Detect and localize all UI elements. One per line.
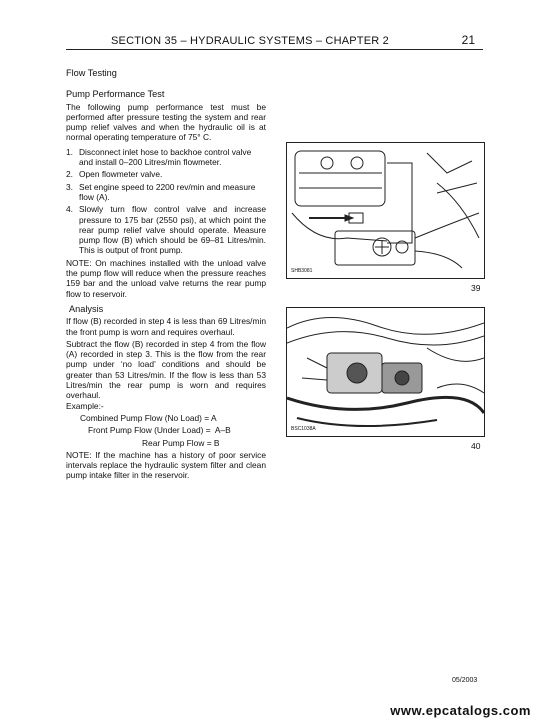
section-title: SECTION 35 – HYDRAULIC SYSTEMS – CHAPTER 2 [111,35,389,47]
steps-list [66,147,266,256]
step-number: 3. [66,181,73,192]
example-line: Combined Pump Flow (No Load) = A [80,412,217,423]
text-column-bottom [66,304,266,481]
list-item [66,182,266,203]
step-text: Disconnect inlet hose to backhoe control valve and install 0–200 Litres/min flowmeter. [79,146,252,168]
footer-website: www.epcatalogs.com [390,703,531,718]
note-service-intervals: NOTE: If the machine has a history of poor service intervals replace the hydraulic system filter and clean pump intake filter in the reservoir. [66,449,266,481]
example-line: Rear Pump Flow = B [142,437,220,448]
figure-number: 40 [471,441,481,451]
figure-code: BSC1038A [291,426,316,432]
list-item [66,204,266,255]
step-number: 4. [66,204,73,215]
list-item [66,147,266,168]
analysis-paragraph-1: If flow (B) recorded in step 4 is less than 69 Litres/min the front pump is worn and requires overhaul. [66,316,266,337]
note-unload-valve: NOTE: On machines installed with the unload valve the pump flow will reduce when the pressure reaches 159 bar and the unload valve returns the rear pump flow to reservoir. [66,257,266,299]
analysis-paragraph-2: Subtract the flow (B) recorded in step 4 from the flow (A) recorded in step 3. This is the flow from the rear pump under ‘no load’ conditions and should be greater than 53 Litres/min. If the flow is less than 53 Litres/min the rear pump is worn and requires overhaul. [66,338,266,401]
step-number: 2. [66,169,73,180]
flow-testing-heading: Flow Testing [66,68,117,78]
figure-code: SHB3081 [291,268,313,274]
example-label: Example:- [66,400,104,411]
text-column-top [66,68,266,299]
step-text: Open flowmeter valve. [79,169,163,180]
pump-test-heading: Pump Performance Test [66,89,165,100]
analysis-heading: Analysis [69,304,104,314]
figure-flowmeter-installation [286,142,485,279]
flowmeter-illustration [287,143,484,278]
example-line: Front Pump Flow (Under Load) = A–B [88,425,231,436]
figure-number: 39 [471,283,481,293]
step-number: 1. [66,146,73,157]
pump-assembly-illustration [287,308,484,436]
page-number: 21 [461,33,475,47]
step-text: Set engine speed to 2200 rev/min and measure flow (A). [79,181,256,202]
intro-paragraph: The following pump performance test must be performed after pressure testing the system and rear pump relief valves and when the hydraulic oil is at normal operating temperature of 75° C. [66,101,266,143]
header-rule [66,49,483,50]
footer-date: 05/2003 [452,677,478,684]
list-item [66,169,266,179]
figure-pump-assembly [286,307,485,437]
step-text: Slowly turn flow control valve and increase pressure to 175 bar (2550 psi), at which point the rear pump relief valve should operate. Measure pump flow (B) which should be 69–81 Litres/min. This is output of front pump. [79,204,266,256]
